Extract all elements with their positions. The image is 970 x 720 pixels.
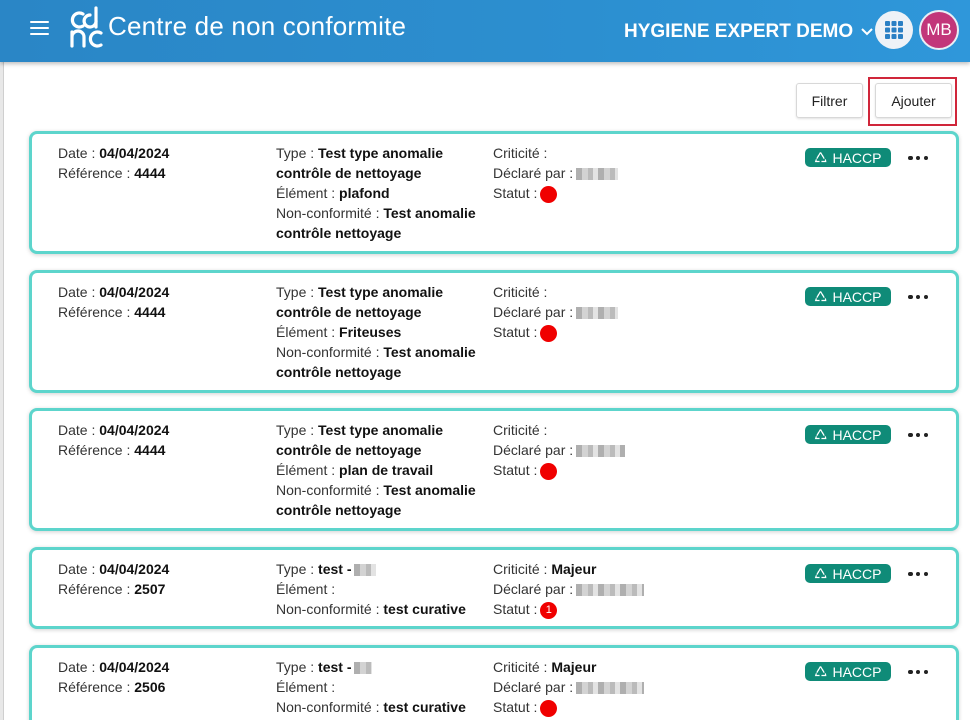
date-label: Date : bbox=[58, 284, 96, 300]
chevron-down-icon bbox=[861, 28, 873, 36]
reference-label: Référence : bbox=[58, 304, 131, 320]
reference-value: 2507 bbox=[134, 581, 166, 597]
redacted-user-name bbox=[576, 584, 644, 596]
more-options-icon[interactable] bbox=[908, 668, 928, 676]
non-conformity-card[interactable] bbox=[29, 645, 959, 720]
card-column-details bbox=[276, 657, 498, 717]
recycle-icon bbox=[814, 428, 827, 441]
reference bbox=[58, 163, 258, 183]
reference bbox=[58, 302, 258, 322]
recycle-icon bbox=[814, 151, 827, 164]
criticity bbox=[493, 559, 693, 579]
status bbox=[493, 460, 693, 480]
date bbox=[58, 420, 258, 440]
non-conformity-card[interactable] bbox=[29, 131, 959, 254]
status-label: Statut : bbox=[493, 185, 538, 201]
cdnc-logo-icon bbox=[68, 6, 106, 50]
card-column-details bbox=[276, 143, 498, 243]
card-column-meta bbox=[58, 420, 258, 460]
reference bbox=[58, 440, 258, 460]
type-value: Test type anomalie contrôle de nettoyage bbox=[276, 422, 444, 458]
card-column-status bbox=[493, 657, 693, 717]
more-options-icon[interactable] bbox=[908, 431, 928, 439]
recycle-icon bbox=[814, 290, 827, 303]
criticity-label: Criticité : bbox=[493, 659, 548, 675]
status bbox=[493, 183, 693, 203]
declared-by bbox=[493, 440, 693, 460]
status-label: Statut : bbox=[493, 324, 538, 340]
reference-label: Référence : bbox=[58, 442, 131, 458]
non-conformity-label: Non-conformité : bbox=[276, 482, 380, 498]
non-conformity-label: Non-conformité : bbox=[276, 699, 380, 715]
type-label: Type : bbox=[276, 561, 315, 577]
date-value: 04/04/2024 bbox=[99, 659, 170, 675]
declared-by-label: Déclaré par : bbox=[493, 442, 574, 458]
type bbox=[276, 282, 498, 322]
status-indicator bbox=[540, 700, 557, 717]
haccp-badge-label: HACCP bbox=[832, 288, 882, 305]
reference bbox=[58, 677, 258, 697]
date-value: 04/04/2024 bbox=[99, 145, 170, 161]
haccp-badge bbox=[805, 564, 891, 583]
card-column-details bbox=[276, 282, 498, 382]
card-column-status bbox=[493, 282, 693, 342]
haccp-badge bbox=[805, 148, 891, 167]
status-indicator bbox=[540, 463, 557, 480]
declared-by-label: Déclaré par : bbox=[493, 165, 574, 181]
date-label: Date : bbox=[58, 659, 96, 675]
element-label: Élément : bbox=[276, 185, 336, 201]
type-label: Type : bbox=[276, 145, 315, 161]
haccp-badge bbox=[805, 425, 891, 444]
element-value: plan de travail bbox=[339, 462, 434, 478]
reference-label: Référence : bbox=[58, 165, 131, 181]
haccp-badge-label: HACCP bbox=[832, 149, 882, 166]
element-label: Élément : bbox=[276, 324, 336, 340]
element-label: Élément : bbox=[276, 679, 336, 695]
redacted-type bbox=[354, 662, 372, 674]
haccp-badge-label: HACCP bbox=[832, 663, 882, 680]
element-value: plafond bbox=[339, 185, 390, 201]
haccp-badge bbox=[805, 662, 891, 681]
type-label: Type : bbox=[276, 284, 315, 300]
non-conformity-label: Non-conformité : bbox=[276, 344, 380, 360]
card-column-meta bbox=[58, 657, 258, 697]
app-header bbox=[0, 0, 970, 62]
criticity-label: Criticité : bbox=[493, 422, 548, 438]
declared-by-label: Déclaré par : bbox=[493, 581, 574, 597]
user-avatar[interactable]: MB bbox=[919, 10, 959, 50]
type-value: Test type anomalie contrôle de nettoyage bbox=[276, 145, 444, 181]
non-conformity-card[interactable] bbox=[29, 270, 959, 393]
element-label: Élément : bbox=[276, 581, 336, 597]
non-conformity-value: Test anomalie contrôle nettoyage bbox=[276, 205, 476, 241]
criticity-label: Criticité : bbox=[493, 145, 548, 161]
criticity bbox=[493, 282, 693, 302]
recycle-icon bbox=[814, 665, 827, 678]
status-indicator: 1 bbox=[540, 602, 557, 619]
card-column-status bbox=[493, 559, 693, 619]
date-value: 04/04/2024 bbox=[99, 422, 170, 438]
element-label: Élément : bbox=[276, 462, 336, 478]
date-label: Date : bbox=[58, 145, 96, 161]
filter-button[interactable]: Filtrer bbox=[796, 83, 863, 118]
app-title: Centre de non conformite bbox=[108, 11, 407, 41]
element-value: Friteuses bbox=[339, 324, 402, 340]
non-conformity-label: Non-conformité : bbox=[276, 205, 380, 221]
status-indicator bbox=[540, 186, 557, 203]
recycle-icon bbox=[814, 567, 827, 580]
more-options-icon[interactable] bbox=[908, 154, 928, 162]
element bbox=[276, 579, 498, 599]
date-label: Date : bbox=[58, 561, 96, 577]
non-conformity bbox=[276, 342, 498, 382]
redacted-user-name bbox=[576, 682, 644, 694]
declared-by bbox=[493, 677, 693, 697]
non-conformity-label: Non-conformité : bbox=[276, 601, 380, 617]
apps-grid-button[interactable] bbox=[875, 11, 913, 49]
element bbox=[276, 183, 498, 203]
criticity bbox=[493, 657, 693, 677]
status-label: Statut : bbox=[493, 601, 538, 617]
status-indicator bbox=[540, 325, 557, 342]
date-value: 04/04/2024 bbox=[99, 284, 170, 300]
type-value: test - bbox=[318, 659, 352, 675]
date-value: 04/04/2024 bbox=[99, 561, 170, 577]
card-column-meta bbox=[58, 559, 258, 599]
type bbox=[276, 559, 498, 579]
card-column-meta bbox=[58, 143, 258, 183]
non-conformity-value: test curative bbox=[383, 699, 466, 715]
card-column-status bbox=[493, 420, 693, 480]
haccp-badge-label: HACCP bbox=[832, 565, 882, 582]
criticity-label: Criticité : bbox=[493, 284, 548, 300]
date bbox=[58, 657, 258, 677]
reference-value: 4444 bbox=[134, 304, 166, 320]
declared-by bbox=[493, 579, 693, 599]
reference-value: 4444 bbox=[134, 442, 166, 458]
redacted-type bbox=[354, 564, 376, 576]
org-name: HYGIENE EXPERT DEMO bbox=[624, 21, 854, 42]
declared-by-label: Déclaré par : bbox=[493, 679, 574, 695]
criticity bbox=[493, 420, 693, 440]
status bbox=[493, 322, 693, 342]
element bbox=[276, 460, 498, 480]
type bbox=[276, 420, 498, 460]
element bbox=[276, 677, 498, 697]
non-conformity bbox=[276, 599, 498, 619]
non-conformity bbox=[276, 203, 498, 243]
reference-label: Référence : bbox=[58, 679, 131, 695]
type-value: Test type anomalie contrôle de nettoyage bbox=[276, 284, 444, 320]
criticity-value: Majeur bbox=[551, 659, 597, 675]
redacted-user-name bbox=[576, 445, 625, 457]
type-label: Type : bbox=[276, 422, 315, 438]
non-conformity-value: Test anomalie contrôle nettoyage bbox=[276, 482, 476, 518]
declared-by-label: Déclaré par : bbox=[493, 304, 574, 320]
non-conformity bbox=[276, 480, 498, 520]
type-value: test - bbox=[318, 561, 352, 577]
add-button[interactable]: Ajouter bbox=[875, 83, 952, 118]
reference bbox=[58, 579, 258, 599]
background-page-edge bbox=[0, 62, 4, 720]
declared-by bbox=[493, 163, 693, 183]
reference-value: 4444 bbox=[134, 165, 166, 181]
status bbox=[493, 599, 693, 619]
card-column-meta bbox=[58, 282, 258, 322]
redacted-user-name bbox=[576, 307, 618, 319]
reference-label: Référence : bbox=[58, 581, 131, 597]
more-options-icon[interactable] bbox=[908, 293, 928, 301]
type-label: Type : bbox=[276, 659, 315, 675]
reference-value: 2506 bbox=[134, 679, 166, 695]
date bbox=[58, 143, 258, 163]
date-label: Date : bbox=[58, 422, 96, 438]
non-conformity-card[interactable] bbox=[29, 408, 959, 531]
status bbox=[493, 697, 693, 717]
non-conformity-value: Test anomalie contrôle nettoyage bbox=[276, 344, 476, 380]
declared-by bbox=[493, 302, 693, 322]
non-conformity-value: test curative bbox=[383, 601, 466, 617]
criticity bbox=[493, 143, 693, 163]
haccp-badge bbox=[805, 287, 891, 306]
grid-apps-icon bbox=[885, 21, 903, 39]
type bbox=[276, 143, 498, 183]
hamburger-icon[interactable] bbox=[30, 20, 49, 36]
card-column-details bbox=[276, 420, 498, 520]
redacted-user-name bbox=[576, 168, 618, 180]
org-switcher[interactable] bbox=[624, 21, 873, 43]
card-column-details bbox=[276, 559, 498, 619]
status-label: Statut : bbox=[493, 699, 538, 715]
more-options-icon[interactable] bbox=[908, 570, 928, 578]
type bbox=[276, 657, 498, 677]
criticity-value: Majeur bbox=[551, 561, 597, 577]
date bbox=[58, 282, 258, 302]
status-label: Statut : bbox=[493, 462, 538, 478]
criticity-label: Criticité : bbox=[493, 561, 548, 577]
date bbox=[58, 559, 258, 579]
element bbox=[276, 322, 498, 342]
non-conformity-card[interactable] bbox=[29, 547, 959, 629]
haccp-badge-label: HACCP bbox=[832, 426, 882, 443]
non-conformity bbox=[276, 697, 498, 717]
card-column-status bbox=[493, 143, 693, 203]
